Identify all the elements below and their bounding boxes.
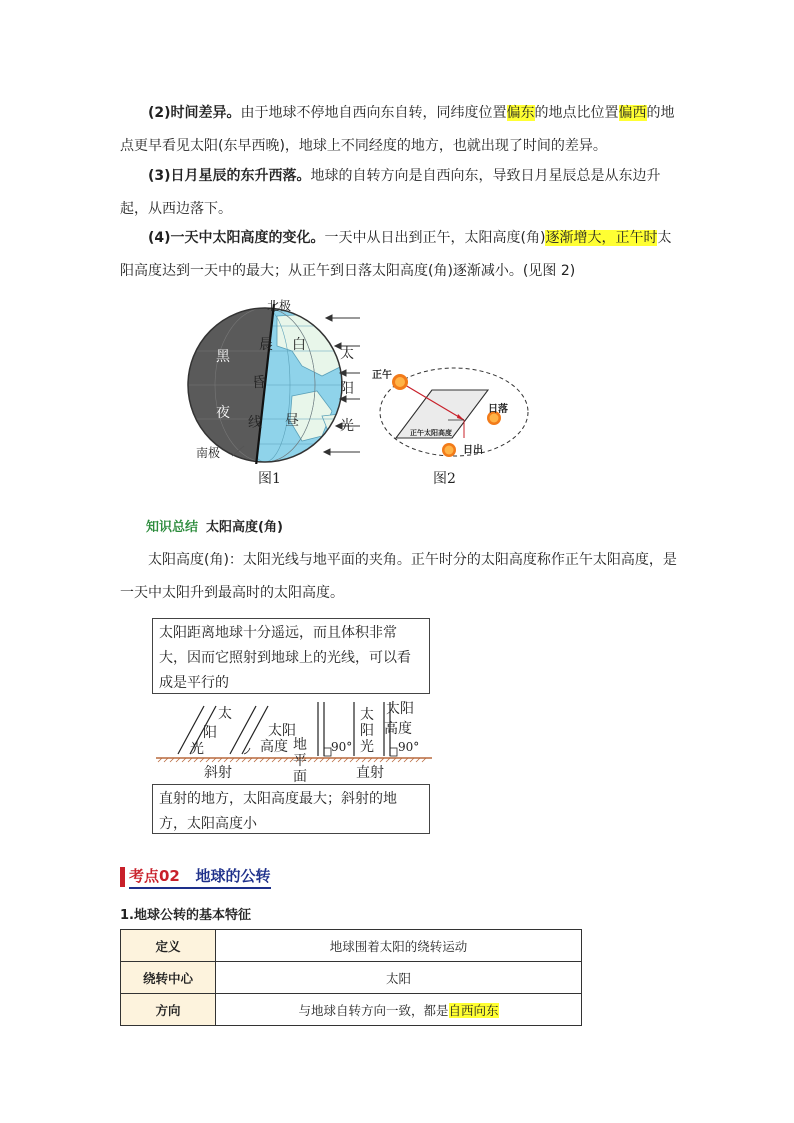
summary-title [146, 516, 283, 535]
table-value [216, 994, 582, 1026]
sun-altitude-label-2: 高度 [260, 739, 288, 755]
summary-text: 太阳高度(角)：太阳光线与地平面的夹角。正午时分的太阳高度称作正午太阳高度，是一天中太阳升到最高时的太阳高度。 [120, 552, 677, 601]
paragraph-sun-altitude-change [120, 222, 680, 288]
figure-2-sun-path [372, 360, 536, 462]
direct-altitude-label-2: 高度 [384, 721, 412, 737]
right-angle-label-1: 90° [331, 740, 353, 754]
direct-sun-label-3: 光 [360, 739, 374, 755]
figure-1-globe [182, 296, 366, 464]
day-label-1: 白 [292, 337, 306, 353]
sun-altitude-label-1: 太阳 [268, 723, 296, 739]
table-key: 方向 [121, 994, 216, 1026]
sun-noon-icon [392, 374, 408, 390]
summary-label: 知识总结 [146, 520, 199, 535]
table-key: 绕转中心 [121, 962, 216, 994]
sun-light-label-2: 阳 [203, 725, 217, 741]
paragraph-text: 太阳高度达到一天中的最大；从正午到日落太阳高度(角)逐渐减小。(见图 2) [120, 230, 672, 279]
figure-2-caption: 图2 [433, 471, 456, 487]
table-key: 定义 [121, 930, 216, 962]
sun-light-label-3: 光 [190, 741, 204, 757]
paragraph-time-difference [120, 97, 680, 163]
sunlight-label-2: 阳 [340, 381, 354, 397]
paragraph-text: 地球的自转方向是自西向东，导致日月星辰总是从东边升起，从西边落下。 [120, 168, 661, 217]
highlight-text: 自西向东 [448, 1002, 499, 1018]
table-value: 地球围着太阳的绕转运动 [216, 930, 582, 962]
paragraph-rise-set [120, 160, 680, 226]
kaodian-title [129, 865, 271, 889]
ground-label-2: 平 [293, 753, 307, 769]
north-pole-label: 北极 [267, 299, 292, 313]
day-label-2: 昼 [285, 413, 299, 429]
table-value: 太阳 [216, 962, 582, 994]
terminator-label-1: 晨 [259, 337, 273, 353]
figure-1-caption: 图1 [258, 471, 281, 487]
terminator-label-3: 线 [248, 415, 262, 431]
kaodian-bar [120, 867, 125, 887]
oblique-label: 斜射 [204, 765, 232, 781]
diagram-bottom-box: 直射的地方，太阳高度最大；斜射的地方，太阳高度小 [152, 784, 430, 834]
paragraph-text: 由于地球不停地自西向东自转，同纬度位置 [240, 105, 507, 121]
direct-label: 直射 [356, 765, 384, 781]
highlight-text: 偏东 [506, 105, 535, 121]
direct-sun-label-1: 太 [360, 707, 374, 723]
table-value-text: 与地球自转方向一致，都是 [298, 1002, 449, 1018]
highlight-text: 逐渐增大，正午时 [545, 230, 658, 246]
section-title: 1.地球公转的基本特征 [120, 908, 251, 923]
kaodian-code: 考点02 [129, 867, 180, 885]
terminator-label-2: 昏 [252, 375, 266, 391]
summary-heading: 太阳高度(角) [206, 520, 283, 535]
paragraph-heading: (2)时间差异。 [148, 105, 241, 121]
ground-label-1: 地 [293, 737, 307, 753]
table-row [121, 930, 582, 962]
sunlight-label-1: 太 [340, 346, 354, 362]
noon-altitude-label: 正午太阳高度 [410, 428, 452, 437]
south-pole-label: 南极 [196, 446, 221, 460]
paragraph-text: 一天中从日出到正午，太阳高度(角) [324, 230, 546, 246]
highlight-text: 偏西 [618, 105, 647, 121]
paragraph-heading: (3)日月星辰的东升西落。 [148, 168, 311, 184]
direct-altitude-label-1: 太阳 [386, 701, 414, 717]
kaodian-name: 地球的公转 [195, 867, 271, 885]
night-label-2: 夜 [216, 405, 230, 421]
diagram-top-box: 太阳距离地球十分遥远，而且体积非常大，因而它照射到地球上的光线，可以看成是平行的 [152, 618, 430, 694]
paragraph-heading: (4)一天中太阳高度的变化。 [148, 230, 325, 246]
sunlight-label-3: 光 [340, 418, 354, 434]
sun-sunrise-icon [442, 443, 456, 457]
revolution-feature-table [120, 929, 582, 1026]
paragraph-text: 的地点比位置 [534, 105, 619, 121]
kaodian-header [120, 866, 271, 888]
paragraph-text: 的地点更早看见太阳(东早西晚)，地球上不同经度的地方，也就出现了时间的差异。 [120, 105, 675, 154]
table-row [121, 962, 582, 994]
sun-light-label: 太 [218, 706, 232, 722]
sunrise-label: 日出 [463, 445, 483, 456]
ground-label-3: 面 [293, 769, 307, 785]
right-angle-label-2: 90° [398, 740, 420, 754]
direct-sun-label-2: 阳 [360, 723, 374, 739]
night-label-1: 黑 [216, 349, 230, 365]
sunset-label: 日落 [488, 404, 508, 415]
noon-label: 正午 [372, 370, 392, 381]
table-row [121, 994, 582, 1026]
